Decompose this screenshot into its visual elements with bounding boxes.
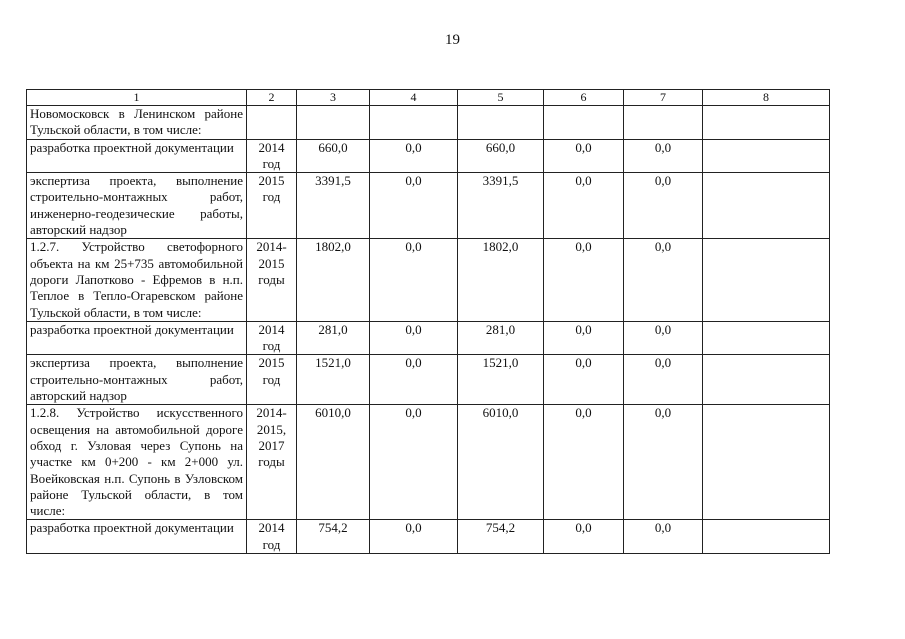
value-cell-col6: 0,0 <box>544 520 624 554</box>
value-cell-col8 <box>703 321 830 355</box>
column-header: 7 <box>624 90 703 106</box>
column-header: 3 <box>297 90 370 106</box>
value-cell-col5: 1521,0 <box>458 355 544 405</box>
value-cell-col5: 3391,5 <box>458 173 544 239</box>
value-cell-col5: 6010,0 <box>458 405 544 520</box>
value-cell-col8 <box>703 355 830 405</box>
description-cell: экспертиза проекта, выполнение строительно-монтажных работ, авторский надзор <box>27 355 247 405</box>
value-cell-col4: 0,0 <box>370 321 458 355</box>
year-cell: 2015 год <box>247 173 297 239</box>
year-cell: 2015 год <box>247 355 297 405</box>
table-row <box>27 173 830 239</box>
column-header: 8 <box>703 90 830 106</box>
value-cell-col5: 660,0 <box>458 139 544 173</box>
value-cell-col7: 0,0 <box>624 321 703 355</box>
value-cell-col3: 1802,0 <box>297 239 370 321</box>
value-cell-col6: 0,0 <box>544 321 624 355</box>
value-cell-col6: 0,0 <box>544 239 624 321</box>
value-cell-col4 <box>370 106 458 140</box>
value-cell-col3: 660,0 <box>297 139 370 173</box>
value-cell-col3 <box>297 106 370 140</box>
column-header: 6 <box>544 90 624 106</box>
description-cell: экспертиза проекта, выполнение строительно-монтажных работ, инженерно-геодезические работы, авторский надзор <box>27 173 247 239</box>
table-header-row <box>27 90 830 106</box>
column-header: 5 <box>458 90 544 106</box>
description-cell: разработка проектной документации <box>27 321 247 355</box>
table-row <box>27 106 830 140</box>
value-cell-col7: 0,0 <box>624 173 703 239</box>
value-cell-col7: 0,0 <box>624 405 703 520</box>
year-cell: 2014 год <box>247 520 297 554</box>
value-cell-col3: 281,0 <box>297 321 370 355</box>
value-cell-col6: 0,0 <box>544 139 624 173</box>
value-cell-col5: 1802,0 <box>458 239 544 321</box>
value-cell-col4: 0,0 <box>370 405 458 520</box>
value-cell-col3: 754,2 <box>297 520 370 554</box>
value-cell-col5 <box>458 106 544 140</box>
value-cell-col7 <box>624 106 703 140</box>
column-header: 1 <box>27 90 247 106</box>
value-cell-col8 <box>703 173 830 239</box>
table-row <box>27 520 830 554</box>
year-cell: 2014-2015, 2017 годы <box>247 405 297 520</box>
table-row <box>27 321 830 355</box>
value-cell-col3: 3391,5 <box>297 173 370 239</box>
value-cell-col3: 6010,0 <box>297 405 370 520</box>
value-cell-col8 <box>703 139 830 173</box>
year-cell: 2014-2015 годы <box>247 239 297 321</box>
value-cell-col4: 0,0 <box>370 355 458 405</box>
value-cell-col6: 0,0 <box>544 405 624 520</box>
table-row <box>27 355 830 405</box>
value-cell-col3: 1521,0 <box>297 355 370 405</box>
value-cell-col4: 0,0 <box>370 239 458 321</box>
value-cell-col4: 0,0 <box>370 520 458 554</box>
table-row <box>27 239 830 321</box>
table-row <box>27 405 830 520</box>
description-cell: 1.2.7. Устройство светофорного объекта на км 25+735 автомобильной дороги Лапотково - Ефремов в н.п. Теплое в Тепло-Огаревском районе Тульской области, в том числе: <box>27 239 247 321</box>
value-cell-col7: 0,0 <box>624 139 703 173</box>
value-cell-col8 <box>703 520 830 554</box>
value-cell-col8 <box>703 106 830 140</box>
year-cell: 2014 год <box>247 139 297 173</box>
value-cell-col4: 0,0 <box>370 139 458 173</box>
description-cell: разработка проектной документации <box>27 520 247 554</box>
value-cell-col7: 0,0 <box>624 355 703 405</box>
description-cell: разработка проектной документации <box>27 139 247 173</box>
budget-table <box>26 89 830 554</box>
value-cell-col8 <box>703 405 830 520</box>
value-cell-col6: 0,0 <box>544 173 624 239</box>
value-cell-col4: 0,0 <box>370 173 458 239</box>
description-cell: Новомосковск в Ленинском районе Тульской области, в том числе: <box>27 106 247 140</box>
description-cell: 1.2.8. Устройство искусственного освещения на автомобильной дороге обход г. Узловая через Супонь на участке км 0+200 - км 2+000 ул. Воейковская н.п. Супонь в Узловском районе Тульской области, в том числе: <box>27 405 247 520</box>
value-cell-col6: 0,0 <box>544 355 624 405</box>
column-header: 4 <box>370 90 458 106</box>
value-cell-col7: 0,0 <box>624 520 703 554</box>
column-header: 2 <box>247 90 297 106</box>
table-row <box>27 139 830 173</box>
year-cell: 2014 год <box>247 321 297 355</box>
value-cell-col7: 0,0 <box>624 239 703 321</box>
value-cell-col8 <box>703 239 830 321</box>
year-cell <box>247 106 297 140</box>
page-number: 19 <box>445 32 460 48</box>
value-cell-col6 <box>544 106 624 140</box>
value-cell-col5: 281,0 <box>458 321 544 355</box>
value-cell-col5: 754,2 <box>458 520 544 554</box>
